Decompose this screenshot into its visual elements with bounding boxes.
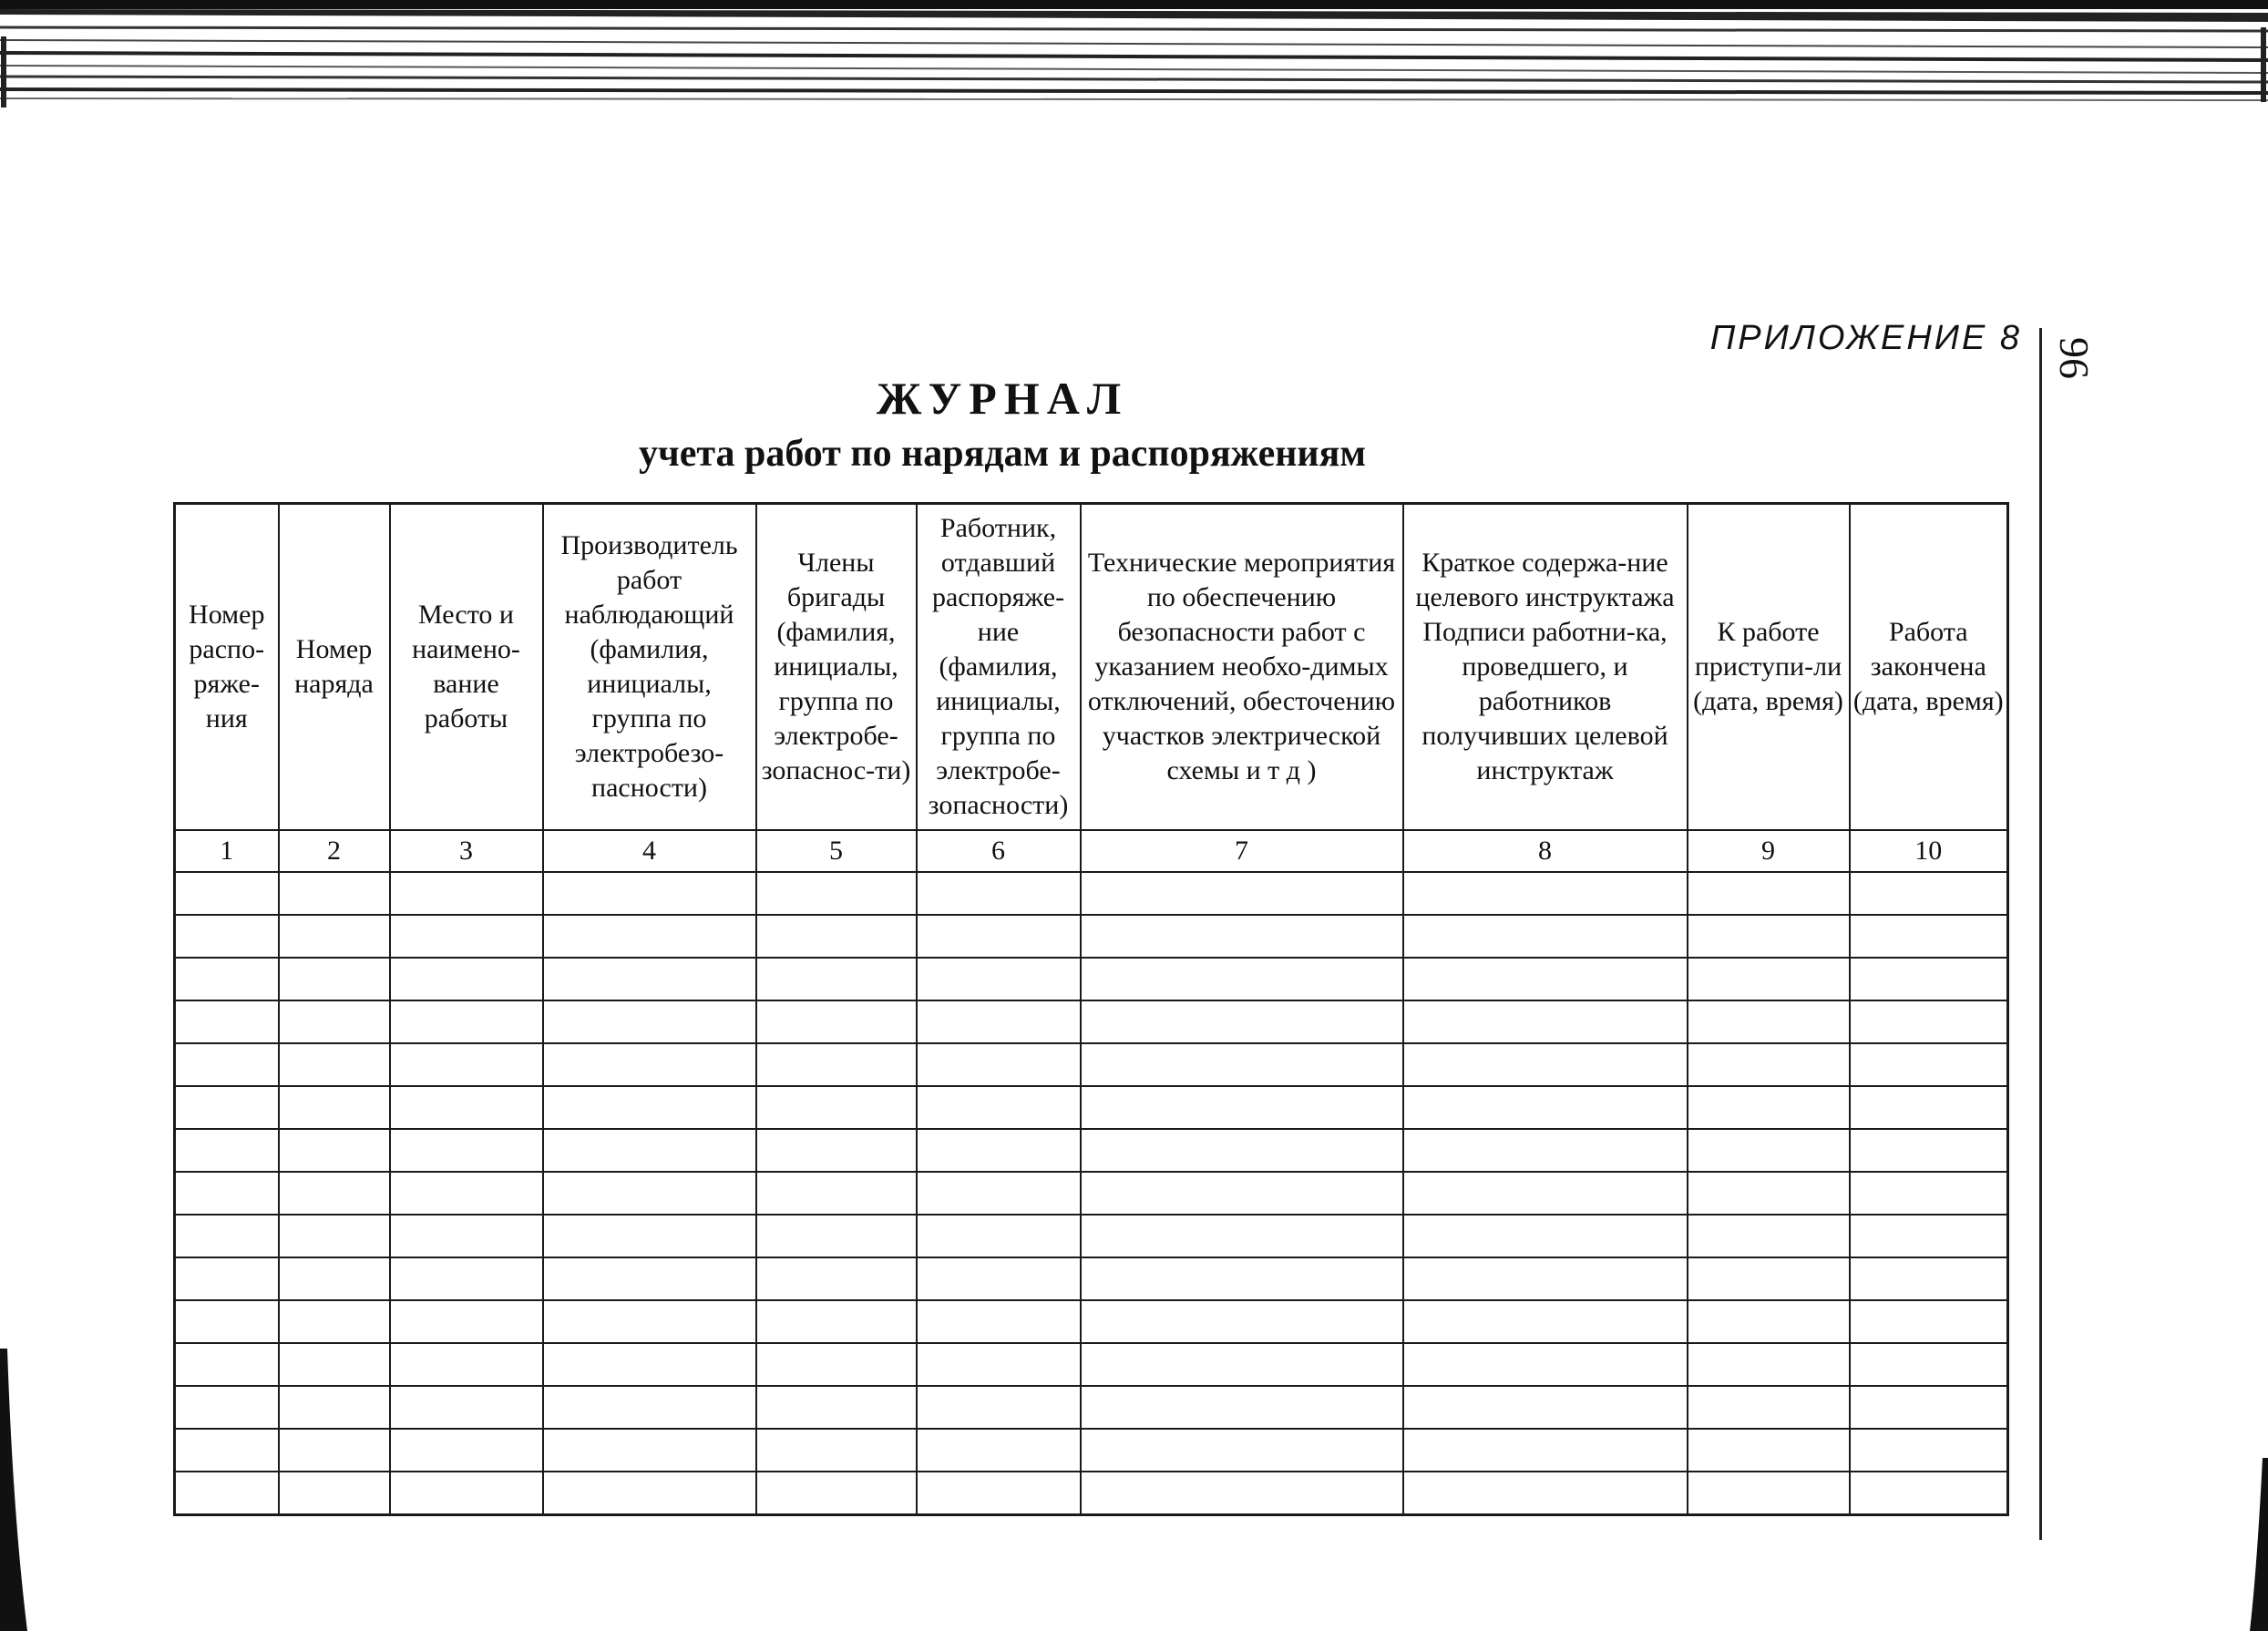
empty-cell	[279, 1086, 390, 1129]
empty-cell	[390, 872, 543, 915]
empty-cell	[279, 1300, 390, 1343]
scan-edge-top	[0, 0, 2268, 118]
empty-cell	[1403, 1043, 1688, 1086]
empty-cell	[1850, 1086, 2008, 1129]
empty-cell	[175, 1086, 279, 1129]
empty-cell	[756, 1300, 917, 1343]
empty-cell	[1688, 1043, 1850, 1086]
empty-cell	[756, 1257, 917, 1300]
table-row	[175, 1257, 2008, 1300]
empty-cell	[756, 1343, 917, 1386]
empty-cell	[175, 1000, 279, 1043]
empty-cell	[756, 1129, 917, 1172]
empty-cell	[175, 1172, 279, 1215]
empty-cell	[279, 1257, 390, 1300]
empty-cell	[543, 915, 756, 958]
column-number: 8	[1403, 830, 1688, 872]
empty-cell	[1688, 1129, 1850, 1172]
empty-cell	[390, 1257, 543, 1300]
empty-cell	[279, 1215, 390, 1257]
empty-cell	[1081, 1386, 1403, 1429]
empty-cell	[1850, 1257, 2008, 1300]
empty-cell	[1403, 1000, 1688, 1043]
margin-rule	[2039, 328, 2042, 1540]
empty-cell	[543, 1043, 756, 1086]
empty-cell	[390, 1343, 543, 1386]
empty-cell	[390, 1215, 543, 1257]
empty-cell	[756, 872, 917, 915]
appendix-label: ПРИЛОЖЕНИЕ 8	[1709, 319, 2022, 357]
empty-cell	[917, 915, 1081, 958]
empty-cell	[917, 958, 1081, 1000]
column-number: 6	[917, 830, 1081, 872]
empty-cell	[1081, 1300, 1403, 1343]
empty-cell	[1403, 1300, 1688, 1343]
empty-cell	[1403, 958, 1688, 1000]
empty-cell	[279, 915, 390, 958]
empty-cell	[279, 1429, 390, 1472]
empty-cell	[756, 958, 917, 1000]
page-number: 96	[2051, 337, 2098, 379]
empty-cell	[1081, 1043, 1403, 1086]
empty-cell	[543, 1000, 756, 1043]
empty-cell	[917, 1343, 1081, 1386]
empty-cell	[279, 1386, 390, 1429]
empty-cell	[1688, 1472, 1850, 1515]
column-header: Работник, отдавший распоряже-ние (фамилия, инициалы, группа по электробе-зопасности)	[917, 504, 1081, 831]
table-row	[175, 1300, 2008, 1343]
empty-cell	[175, 958, 279, 1000]
empty-cell	[1081, 872, 1403, 915]
empty-cell	[1403, 1172, 1688, 1215]
empty-cell	[1081, 1343, 1403, 1386]
empty-cell	[1081, 1000, 1403, 1043]
empty-cell	[1081, 1129, 1403, 1172]
empty-cell	[1081, 1429, 1403, 1472]
empty-cell	[917, 1386, 1081, 1429]
empty-cell	[543, 1472, 756, 1515]
empty-cell	[1850, 1043, 2008, 1086]
empty-cell	[175, 1043, 279, 1086]
empty-cell	[543, 1343, 756, 1386]
table-row	[175, 958, 2008, 1000]
empty-cell	[175, 915, 279, 958]
empty-cell	[1403, 1343, 1688, 1386]
table-row	[175, 1386, 2008, 1429]
empty-cell	[1850, 872, 2008, 915]
empty-cell	[543, 1172, 756, 1215]
journal-subtitle: учета работ по нарядам и распоряжениям	[639, 433, 1366, 475]
empty-cell	[543, 958, 756, 1000]
empty-cell	[1081, 1215, 1403, 1257]
empty-cell	[1850, 958, 2008, 1000]
scan-edge-left	[0, 1349, 27, 1631]
empty-cell	[1850, 1129, 2008, 1172]
header-row	[175, 504, 2008, 831]
empty-cell	[917, 1129, 1081, 1172]
empty-cell	[1688, 1343, 1850, 1386]
empty-cell	[1403, 1086, 1688, 1129]
empty-cell	[279, 1343, 390, 1386]
journal-title: ЖУРНАЛ	[876, 373, 1129, 424]
empty-cell	[1081, 1086, 1403, 1129]
empty-cell	[1403, 1257, 1688, 1300]
empty-cell	[917, 1215, 1081, 1257]
table-row	[175, 872, 2008, 915]
column-header: Номер распо-ряже-ния	[175, 504, 279, 831]
empty-cell	[390, 958, 543, 1000]
empty-cell	[1688, 958, 1850, 1000]
empty-cell	[390, 1086, 543, 1129]
empty-cell	[756, 1172, 917, 1215]
empty-cell	[1081, 1257, 1403, 1300]
empty-cell	[756, 1472, 917, 1515]
empty-cell	[543, 1086, 756, 1129]
empty-cell	[917, 1172, 1081, 1215]
empty-cell	[756, 1429, 917, 1472]
empty-cell	[279, 1000, 390, 1043]
empty-cell	[1688, 915, 1850, 958]
journal-body	[175, 872, 2008, 1515]
empty-cell	[756, 1043, 917, 1086]
empty-cell	[1850, 1172, 2008, 1215]
column-header: Работа закончена (дата, время)	[1850, 504, 2008, 831]
table-row	[175, 1172, 2008, 1215]
column-header: Технические мероприятия по обеспечению безопасности работ с указанием необхо-димых отключений, обесточению участков электрической схемы и т д )	[1081, 504, 1403, 831]
column-number: 5	[756, 830, 917, 872]
table-row	[175, 1472, 2008, 1515]
table-row	[175, 1086, 2008, 1129]
empty-cell	[175, 1472, 279, 1515]
empty-cell	[917, 1043, 1081, 1086]
table-row	[175, 915, 2008, 958]
column-number: 9	[1688, 830, 1850, 872]
empty-cell	[175, 1386, 279, 1429]
empty-cell	[756, 1386, 917, 1429]
empty-cell	[390, 915, 543, 958]
empty-cell	[917, 1429, 1081, 1472]
empty-cell	[543, 1300, 756, 1343]
empty-cell	[175, 1215, 279, 1257]
empty-cell	[1081, 915, 1403, 958]
empty-cell	[1081, 1172, 1403, 1215]
column-number: 4	[543, 830, 756, 872]
empty-cell	[1403, 1429, 1688, 1472]
empty-cell	[1081, 1472, 1403, 1515]
empty-cell	[1688, 1386, 1850, 1429]
empty-cell	[1688, 1429, 1850, 1472]
empty-cell	[175, 872, 279, 915]
empty-cell	[917, 1000, 1081, 1043]
empty-cell	[543, 1429, 756, 1472]
table-row	[175, 1215, 2008, 1257]
empty-cell	[390, 1000, 543, 1043]
empty-cell	[1688, 1000, 1850, 1043]
empty-cell	[279, 958, 390, 1000]
empty-cell	[1688, 1215, 1850, 1257]
scan-edge-right	[2241, 1458, 2268, 1631]
empty-cell	[756, 1215, 917, 1257]
table-row	[175, 1043, 2008, 1086]
empty-cell	[1688, 1300, 1850, 1343]
empty-cell	[279, 872, 390, 915]
empty-cell	[543, 1386, 756, 1429]
empty-cell	[756, 1086, 917, 1129]
empty-cell	[390, 1172, 543, 1215]
empty-cell	[1850, 1300, 2008, 1343]
empty-cell	[390, 1129, 543, 1172]
empty-cell	[1403, 915, 1688, 958]
column-number: 7	[1081, 830, 1403, 872]
column-number: 2	[279, 830, 390, 872]
column-number: 3	[390, 830, 543, 872]
column-header: Краткое содержа-ние целевого инструктажа Подписи работни-ка, проведшего, и работников получивших целевой инструктаж	[1403, 504, 1688, 831]
empty-cell	[1850, 1386, 2008, 1429]
empty-cell	[390, 1472, 543, 1515]
empty-cell	[390, 1043, 543, 1086]
empty-cell	[1081, 958, 1403, 1000]
empty-cell	[279, 1129, 390, 1172]
empty-cell	[390, 1386, 543, 1429]
empty-cell	[917, 1086, 1081, 1129]
journal-table	[173, 502, 2009, 1516]
empty-cell	[175, 1129, 279, 1172]
empty-cell	[1850, 1429, 2008, 1472]
empty-cell	[1403, 1215, 1688, 1257]
empty-cell	[175, 1343, 279, 1386]
empty-cell	[1850, 915, 2008, 958]
empty-cell	[756, 915, 917, 958]
empty-cell	[1850, 1472, 2008, 1515]
empty-cell	[390, 1300, 543, 1343]
empty-cell	[175, 1300, 279, 1343]
empty-cell	[390, 1429, 543, 1472]
column-number: 10	[1850, 830, 2008, 872]
empty-cell	[1688, 1257, 1850, 1300]
empty-cell	[1403, 1386, 1688, 1429]
table-row	[175, 1000, 2008, 1043]
empty-cell	[543, 1215, 756, 1257]
table-row	[175, 1343, 2008, 1386]
column-header: Место и наимено-вание работы	[390, 504, 543, 831]
empty-cell	[279, 1172, 390, 1215]
empty-cell	[1688, 1086, 1850, 1129]
column-header: Производитель работ наблюдающий (фамилия, инициалы, группа по электробезо-пасности)	[543, 504, 756, 831]
empty-cell	[917, 1472, 1081, 1515]
empty-cell	[1688, 1172, 1850, 1215]
empty-cell	[543, 872, 756, 915]
empty-cell	[1850, 1343, 2008, 1386]
empty-cell	[543, 1257, 756, 1300]
empty-cell	[1850, 1215, 2008, 1257]
empty-cell	[1403, 1472, 1688, 1515]
table-row	[175, 1129, 2008, 1172]
empty-cell	[1403, 872, 1688, 915]
empty-cell	[279, 1472, 390, 1515]
column-header: Члены бригады (фамилия, инициалы, группа по электробе-зопаснос-ти)	[756, 504, 917, 831]
empty-cell	[756, 1000, 917, 1043]
empty-cell	[917, 1257, 1081, 1300]
empty-cell	[1688, 872, 1850, 915]
empty-cell	[917, 872, 1081, 915]
table-row	[175, 1429, 2008, 1472]
empty-cell	[175, 1429, 279, 1472]
column-header: Номер наряда	[279, 504, 390, 831]
empty-cell	[1850, 1000, 2008, 1043]
column-header: К работе приступи-ли (дата, время)	[1688, 504, 1850, 831]
empty-cell	[1403, 1129, 1688, 1172]
empty-cell	[279, 1043, 390, 1086]
empty-cell	[917, 1300, 1081, 1343]
empty-cell	[175, 1257, 279, 1300]
column-number-row	[175, 830, 2008, 872]
empty-cell	[543, 1129, 756, 1172]
column-number: 1	[175, 830, 279, 872]
